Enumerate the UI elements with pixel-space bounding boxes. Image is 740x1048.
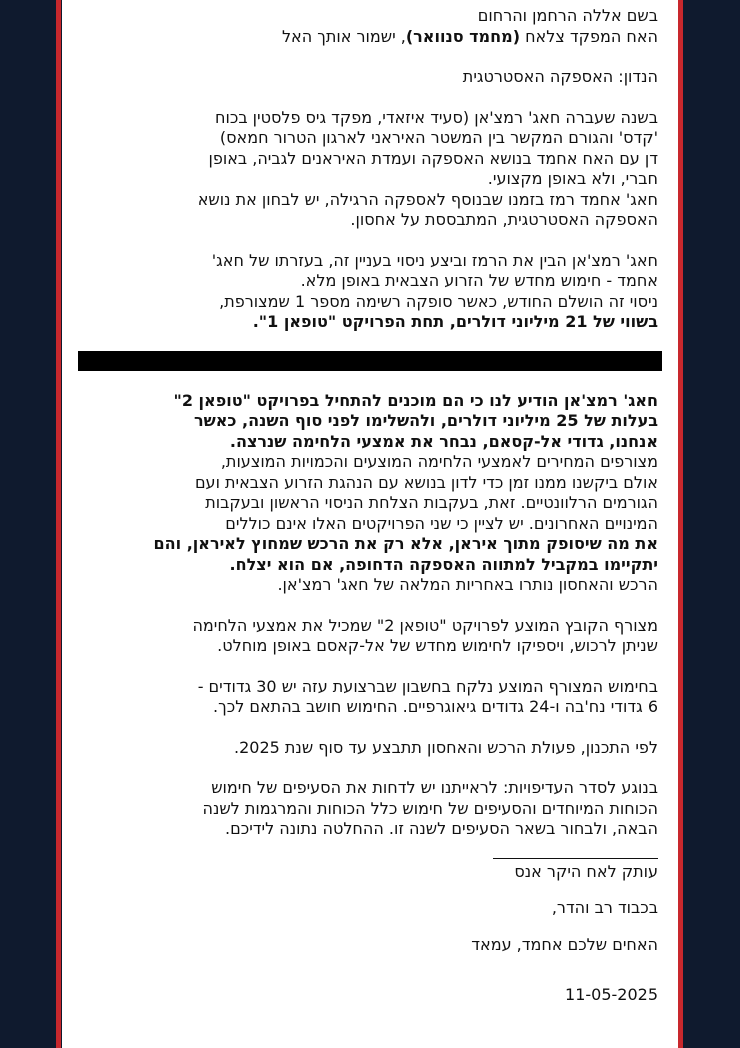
- paragraph-7: [82, 778, 658, 840]
- p3-line: יתקיימו במקביל למתווה האספקה הדחופה, אם הוא יצלח.: [229, 554, 658, 574]
- p5-line: בחימוש המצורף המוצע נלקח בחשבון שברצועת עזה יש 30 גדודים -: [197, 676, 658, 696]
- paragraph-2: [82, 251, 658, 333]
- addressee-name: (מחמד סנוואר): [405, 26, 520, 46]
- p3-line: מצורפים המחירים לאמצעי הלחימה המוצעים והכמויות המוצעות,: [220, 452, 658, 471]
- p1-line: 'קדס' והגורם המקשר בין המשטר האיראני לארגון הטרור חמאס): [219, 128, 658, 147]
- p1-line: בשנה שעברה חאג' רמצ'אן (סעיד איזאדי, מפקד גיס פלסטין בכוח: [215, 107, 658, 127]
- p5-line: 6 גדודי נח'בה ו-24 גדודים גיאוגרפיים. החימוש חושב בהתאם לכך.: [213, 697, 658, 716]
- closing-line: בכבוד רב והדר,: [551, 898, 658, 917]
- p1-line: האספקה האסטרטגית, המתבססת על אחסון.: [350, 210, 658, 229]
- p3-line: חאג' רמצ'אן הודיע לנו כי הם מוכנים להתחיל בפרויקט "טופאן 2": [173, 390, 658, 410]
- left-accent-line: [56, 0, 61, 1048]
- paragraph-1: [82, 108, 658, 231]
- redaction-bar: [78, 351, 662, 371]
- p3-line: את מה שיסופק מתוך איראן, אלא רק את הרכש שמחוץ לאיראן, והם: [153, 534, 658, 553]
- letter-date: 11-05-2025: [565, 985, 658, 1004]
- p1-line: חברי, ולא באופן מקצועי.: [487, 169, 658, 188]
- signature-line: האחים שלכם אחמד, עמאד: [471, 934, 658, 954]
- p2-line: בשווי של 21 מיליוני דולרים, תחת הפרויקט "טופאן 1".: [252, 312, 658, 331]
- letter-page: [62, 0, 678, 1048]
- paragraph-3: [82, 391, 658, 596]
- addressee-suffix: , ישמור אותך האל: [281, 26, 406, 46]
- p3-line: בעלות של 25 מיליוני דולרים, ולהשלימו לפני סוף השנה, כאשר: [193, 411, 658, 430]
- p3-line: אולם ביקשנו ממנו זמן כדי לדון בנושא עם הנהגת הזרוע הצבאית ועם: [194, 472, 658, 492]
- p2-line: ניסוי זה הושלם החודש, כאשר סופקה רשימה מספר 1 שמצורפת,: [219, 291, 658, 311]
- p3-line: אנחנו, גדודי אל-קסאם, נבחר את אמצעי הלחימה שנרצה.: [229, 431, 658, 451]
- right-accent-line: [678, 0, 683, 1048]
- opening-line: בשם אללה הרחמן והרחום: [477, 6, 658, 25]
- subject-line: הנדון: האספקה האסטרטגית: [462, 67, 658, 86]
- p1-line: דן עם האח אחמד בנושא האספקה ועמדת האיראנים לגביה, באופן: [208, 148, 658, 168]
- paragraph-5: [82, 677, 658, 718]
- p7-line: הכוחות המיוחדים והסעיפים של חימוש כלל הכוחות והמרגמות לשנה: [202, 798, 658, 818]
- p4-line: שניתן לרכוש, ויספיקו לחימוש מחדש של אל-קאסם באופן מוחלט.: [217, 636, 658, 655]
- paragraph-4: [82, 616, 658, 657]
- p2-line: חאג' רמצ'אן הבין את הרמז וביצע ניסוי בעניין זה, בעזרתו של חאג': [211, 250, 658, 270]
- p3-line: הרכש והאחסון נותרו באחריות המלאה של חאג' רמצ'אן.: [277, 575, 658, 594]
- p2-line: אחמד - חימוש מחדש של הזרוע הצבאית באופן מלא.: [300, 271, 658, 290]
- paragraph-6: [82, 738, 658, 759]
- signature-divider: [493, 858, 658, 859]
- addressee-prefix: האח המפקד צלאח: [520, 26, 658, 46]
- p1-line: חאג' אחמד רמז בזמנו שבנוסף לאספקה הרגילה, יש לבחון את נושא: [197, 189, 658, 209]
- copy-note: עותק לאח היקר אנס: [514, 861, 658, 881]
- p3-line: המינויים האחרונים. יש לציין כי שני הפרויקטים האלו אינם כוללים: [225, 513, 658, 533]
- p4-line: מצורף הקובץ המוצע לפרויקט "טופאן 2" שמכיל את אמצעי הלחימה: [192, 615, 658, 635]
- p3-line: הגורמים הרלוונטיים. זאת, בעקבות הצלחת הניסוי הראשון ובעקבות: [205, 493, 658, 512]
- p7-line: בנוגע לסדר העדיפויות: לראייתנו יש לדחות את הסעיפים של חימוש: [211, 778, 658, 797]
- addressee-line: [82, 27, 658, 48]
- p6-line: לפי התכנון, פעולת הרכש והאחסון תתבצע עד סוף שנת 2025.: [234, 737, 658, 757]
- p7-line: הבאה, ולבחור בשאר הסעיפים לשנה זו. ההחלטה נתונה לידיכם.: [225, 819, 658, 838]
